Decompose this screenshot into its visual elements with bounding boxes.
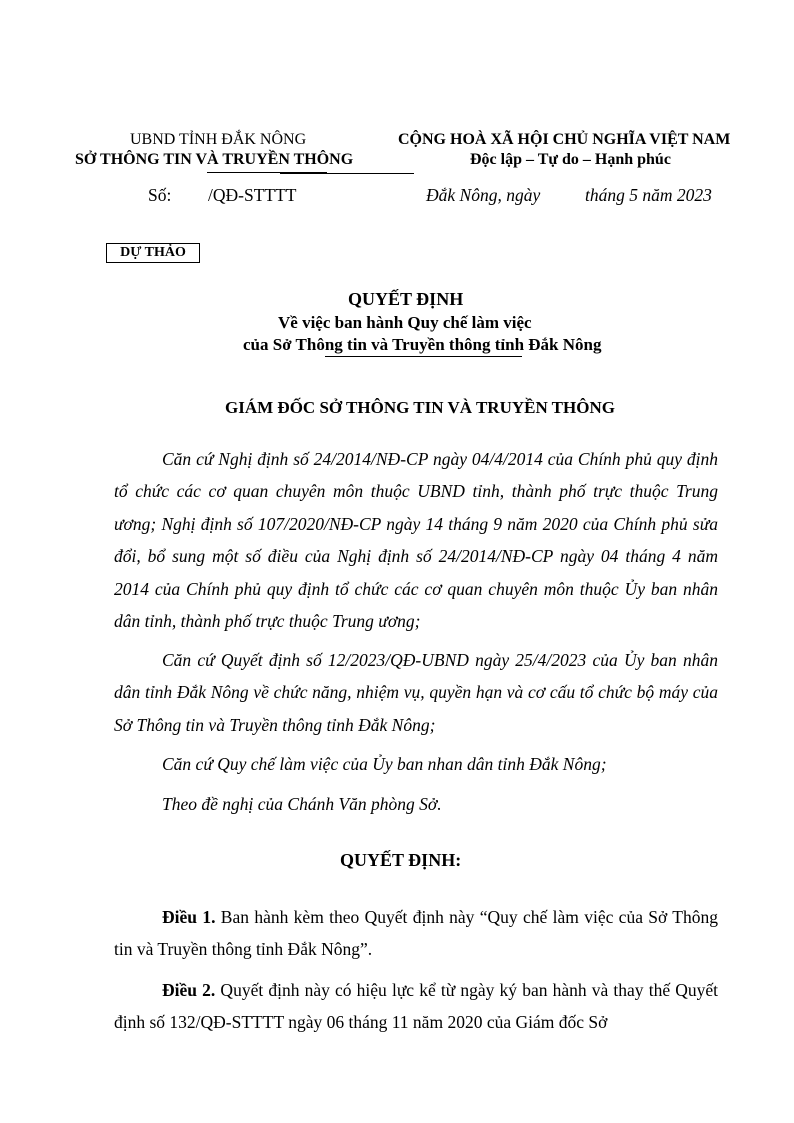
preamble-proposal: Theo đề nghị của Chánh Văn phòng Sở.: [162, 794, 442, 814]
place-date-prefix: Đắk Nông, ngày: [426, 185, 541, 205]
document-subtitle-line2: của Sở Thông tin và Truyền thông tỉnh Đắk Nông: [243, 335, 602, 354]
article-1: [114, 901, 718, 966]
agency-parent: UBND TỈNH ĐẮK NÔNG: [130, 131, 307, 148]
nation-title: CỘNG HOÀ XÃ HỘI CHỦ NGHĨA VIỆT NAM: [398, 131, 731, 148]
number-value: /QĐ-STTTT: [208, 185, 297, 205]
article-1-label: Điều 1.: [162, 907, 216, 927]
preamble-legal-basis-1: Căn cứ Nghị định số 24/2014/NĐ-CP ngày 04/4/2014 của Chính phủ quy định tổ chức các cơ quan chuyên môn thuộc UBND tỉnh, thành phố trực thuộc Trung ương; Nghị định số 107/2020/NĐ-CP ngày 14 tháng 9 năm 2020 của Chính phủ sửa đổi, bổ sung một số điều của Nghị định số 24/2014/NĐ-CP ngày 04 tháng 4 năm 2014 của Chính phủ quy định tổ chức các cơ quan chuyên môn thuộc Ủy ban nhân dân tỉnh, thành phố trực thuộc Trung ương;: [114, 449, 718, 632]
document-title: QUYẾT ĐỊNH: [348, 289, 464, 309]
article-2-label: Điều 2.: [162, 980, 216, 1000]
motto: Độc lập – Tự do – Hạnh phúc: [470, 151, 671, 168]
decision-heading: QUYẾT ĐỊNH:: [340, 850, 462, 870]
article-2: [114, 974, 718, 1039]
preamble-legal-basis-2: Căn cứ Quyết định số 12/2023/QĐ-UBND ngày 25/4/2023 của Ủy ban nhân dân tỉnh Đắk Nông về chức năng, nhiệm vụ, quyền hạn và cơ cấu tổ chức bộ máy của Sở Thông tin và Truyền thông tỉnh Đắk Nông;: [114, 650, 718, 735]
agency-name: SỞ THÔNG TIN VÀ TRUYỀN THÔNG: [75, 151, 354, 168]
issuing-authority: GIÁM ĐỐC SỞ THÔNG TIN VÀ TRUYỀN THÔNG: [225, 398, 615, 417]
place-date-suffix: tháng 5 năm 2023: [585, 185, 712, 205]
motto-underline: [280, 173, 414, 174]
title-underline: [325, 356, 522, 357]
draft-label: DỰ THẢO: [106, 243, 200, 263]
preamble-legal-basis-3: Căn cứ Quy chế làm việc của Ủy ban nhan dân tỉnh Đắk Nông;: [162, 754, 607, 774]
number-label: Số:: [148, 185, 172, 205]
article-1-text: Ban hành kèm theo Quyết định này “Quy chế làm việc của Sở Thông tin và Truyền thông tỉnh Đắk Nông”.: [114, 907, 719, 960]
document-subtitle-line1: Về việc ban hành Quy chế làm việc: [278, 313, 532, 332]
article-2-text: Quyết định này có hiệu lực kể từ ngày ký ban hành và thay thế Quyết định số 132/QĐ-STTTT ngày 06 tháng 11 năm 2020 của Giám đốc Sở: [114, 980, 719, 1033]
